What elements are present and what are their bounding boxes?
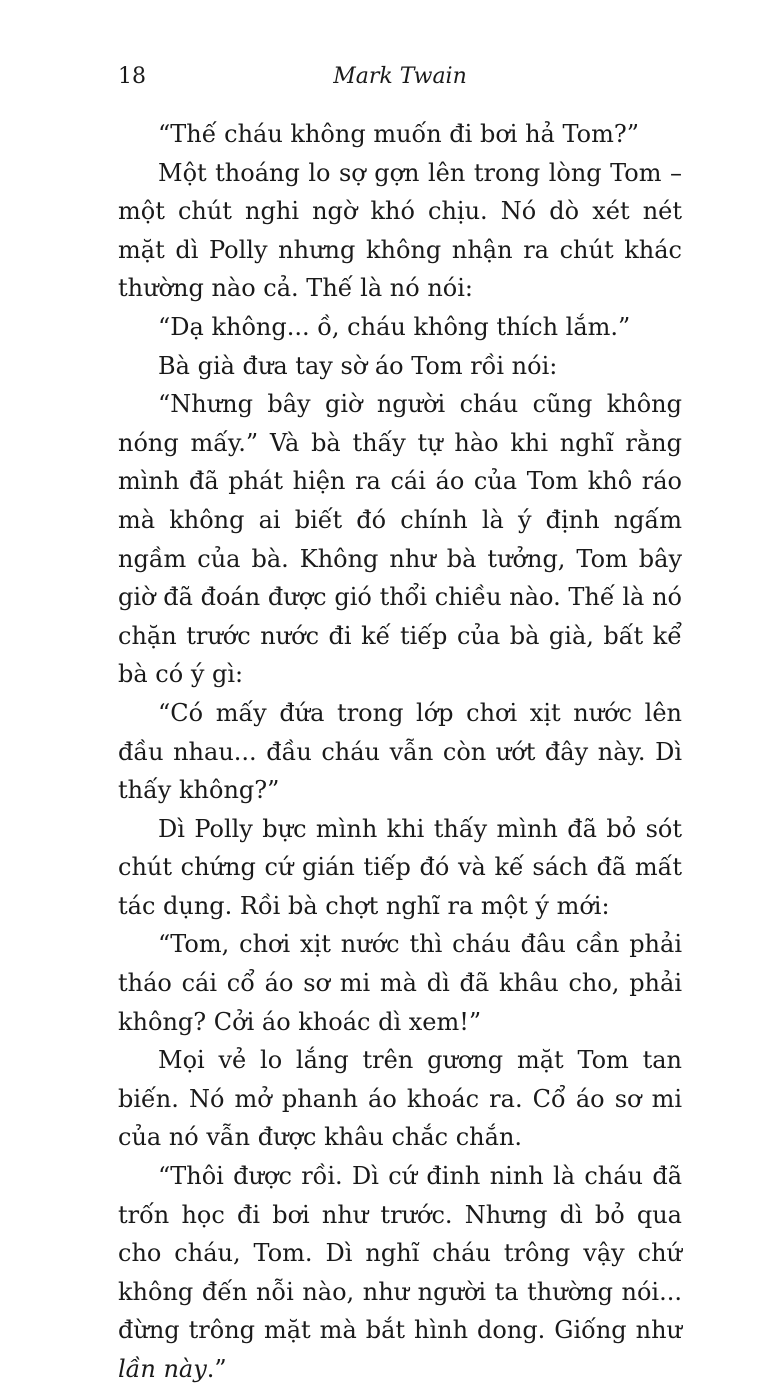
paragraph: Bà già đưa tay sờ áo Tom rồi nói: [158,351,558,380]
paragraph-tail: .” [206,1355,227,1383]
paragraph: “Dạ không... ồ, cháu không thích lắm.” [158,312,631,341]
paragraph: “Có mấy đứa trong lớp chơi xịt nước lên đầu nhau... đầu cháu vẫn còn ướt đây này. Dì thấy không?” [118,698,682,805]
paragraph: “Thế cháu không muốn đi bơi hả Tom?” [158,120,639,148]
paragraph-last [118,1157,682,1389]
body-text [118,115,682,1389]
paragraph: Dì Polly bực mình khi thấy mình đã bỏ sót chút chứng cứ gián tiếp đó và kế sách đã mất tác dụng. Rồi bà chợt nghĩ ra một ý mới: [118,814,682,920]
page-header [118,64,682,100]
paragraph: “Tom, chơi xịt nước thì cháu đâu cần phải tháo cái cổ áo sơ mi mà dì đã khâu cho, phải không? Cởi áo khoác dì xem!” [118,930,682,1036]
page-number: 18 [118,64,146,89]
paragraph-text: “Thôi được rồi. Dì cứ đinh ninh là cháu đã trốn học đi bơi như trước. Nhưng dì bỏ qua cho cháu, Tom. Dì nghĩ cháu trông vậy chứ không đến nỗi nào, như người ta thường nói... đừng trông mặt mà bắt hình dong. Giống như [118,1162,682,1345]
paragraph: Một thoáng lo sợ gợn lên trong lòng Tom – một chút nghi ngờ khó chịu. Nó dò xét nét mặt dì Polly nhưng không nhận ra chút khác thường nào cả. Thế là nó nói: [118,158,682,303]
italic-phrase: lần này [118,1355,207,1383]
running-title: Mark Twain [333,64,467,89]
paragraph: “Nhưng bây giờ người cháu cũng không nóng mấy.” Và bà thấy tự hào khi nghĩ rằng mình đã phát hiện ra cái áo của Tom khô ráo mà không ai biết đó chính là ý định ngấm ngầm của bà. Không như bà tưởng, Tom bây giờ đã đoán được gió thổi chiều nào. Thế là nó chặn trước nước đi kế tiếp của bà già, bất kể bà có ý gì: [118,390,682,689]
paragraph: Mọi vẻ lo lắng trên gương mặt Tom tan biến. Nó mở phanh áo khoác ra. Cổ áo sơ mi của nó vẫn được khâu chắc chắn. [118,1046,682,1152]
